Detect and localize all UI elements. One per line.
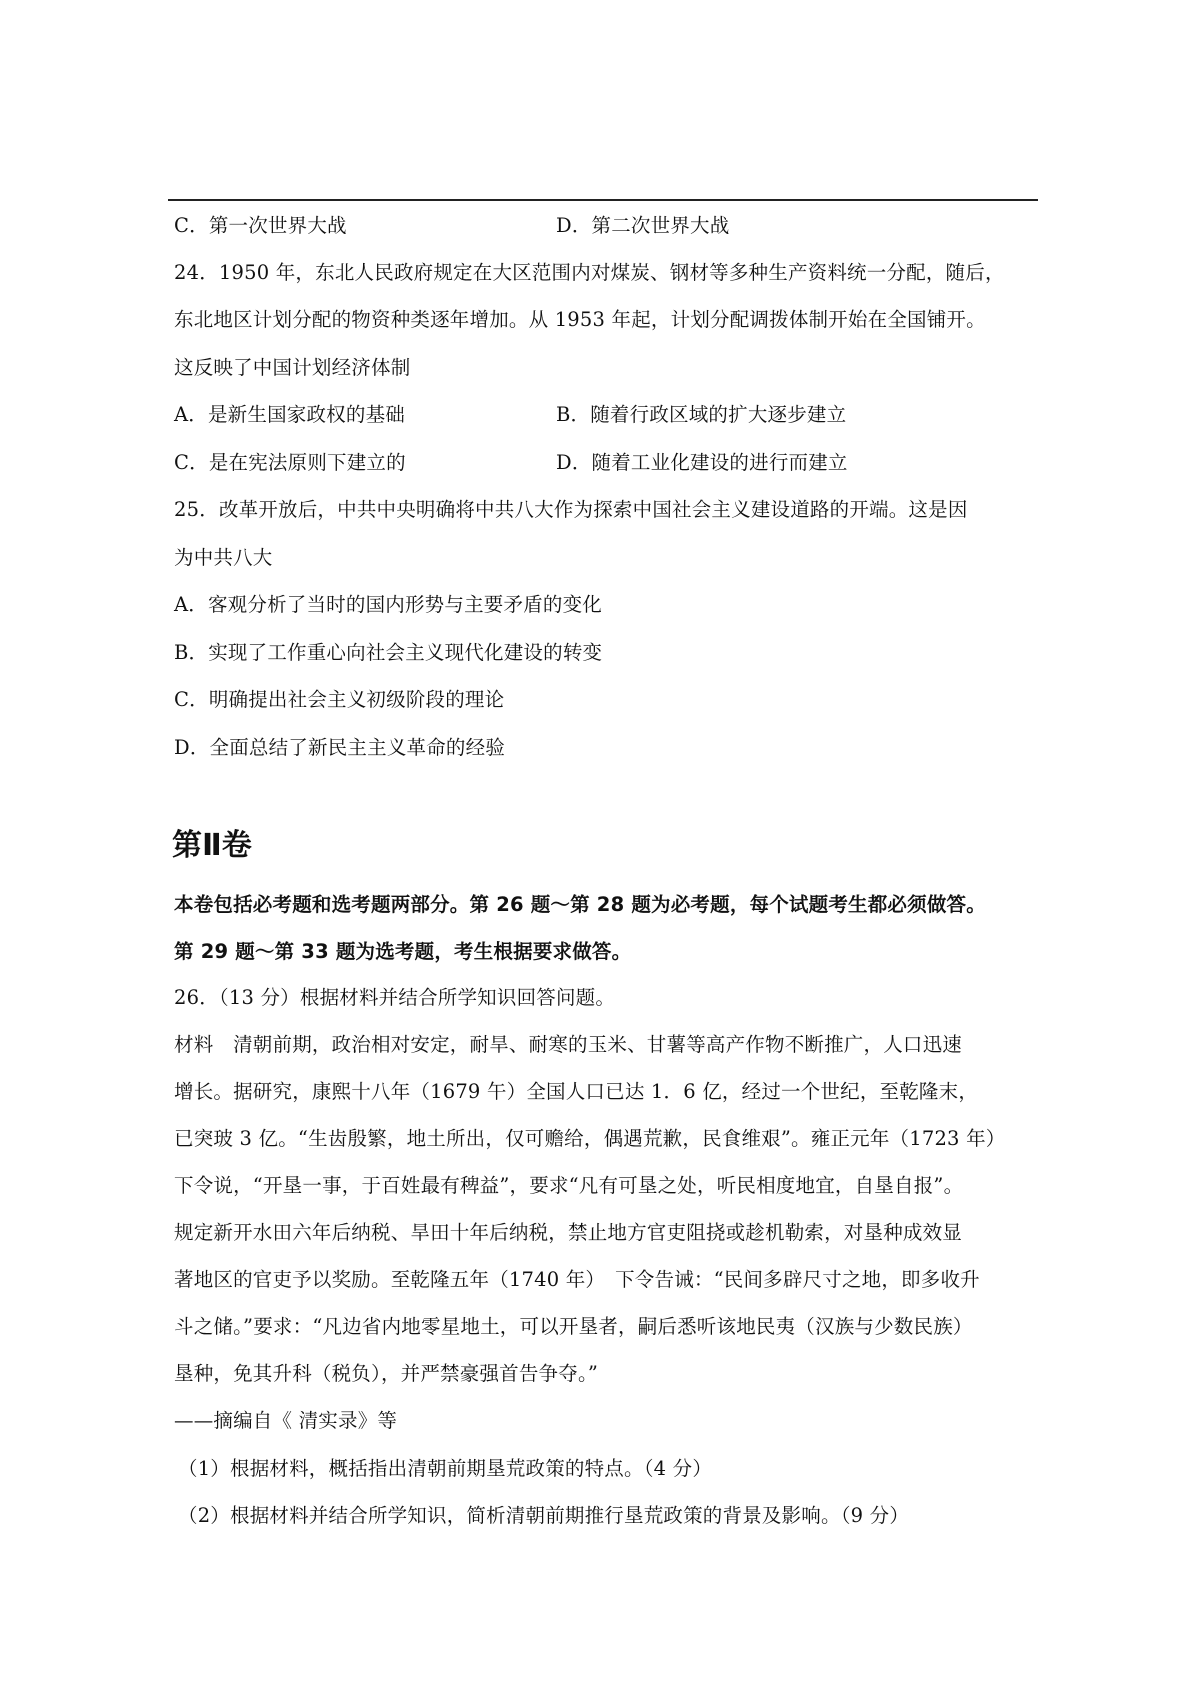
q26-material-line-2: 增长。据研究，康熙十八年（1679 午）全国人口已达 1．6 亿，经过一个世纪，至乾隆末， (174, 1080, 979, 1103)
q24-option-b: B．随着行政区域的扩大逐步建立 (556, 403, 847, 426)
q26-material-line-1: 材料 清朝前期，政治相对安定，耐旱、耐寒的玉米、甘薯等高产作物不断推广，人口迅速 (174, 1033, 963, 1056)
q26-material-line-7: 斗之储。”要求：“凡边省内地零星地土，可以开垦者，嗣后悉听该地民夷（汉族与少数民族） (174, 1315, 973, 1338)
q26-sub-question-1: （1）根据材料，概括指出清朝前期垦荒政策的特点。（4 分） (178, 1457, 713, 1480)
q26-sub-question-2: （2）根据材料并结合所学知识，简析清朝前期推行垦荒政策的背景及影响。（9 分） (178, 1504, 910, 1527)
q24-option-d: D．随着工业化建设的进行而建立 (556, 451, 848, 474)
q25-option-b: B．实现了工作重心向社会主义现代化建设的转变 (174, 641, 603, 664)
section-title: 第Ⅱ卷 (172, 828, 252, 863)
header-rule (168, 199, 1038, 201)
q23-option-c: C．第一次世界大战 (174, 214, 347, 237)
section-instructions-line-1: 本卷包括必考题和选考题两部分。第 26 题～第 28 题为必考题，每个试题考生都必须做答。 (174, 893, 986, 916)
section-instructions-line-2: 第 29 题～第 33 题为选考题，考生根据要求做答。 (174, 940, 632, 963)
q26-source: ——摘编自《 清实录》等 (174, 1409, 398, 1432)
q24-option-c: C．是在宪法原则下建立的 (174, 451, 406, 474)
q24-stem-line-1: 24．1950 年，东北人民政府规定在大区范围内对煤炭、钢材等多种生产资料统一分配，随后， (174, 261, 1005, 284)
q26-material-line-5: 规定新开水田六年后纳税、旱田十年后纳税，禁止地方官吏阻挠或趁机勒索，对垦种成效显 (174, 1221, 963, 1244)
q25-stem-line-2: 为中共八大 (174, 546, 273, 569)
q26-material-line-6: 著地区的官吏予以奖励。至乾隆五年（1740 年） 下令告诫：“民间多辟尺寸之地，即多收升 (174, 1268, 980, 1291)
q23-option-d: D．第二次世界大战 (556, 214, 730, 237)
q25-option-d: D．全面总结了新民主主义革命的经验 (174, 736, 506, 759)
q24-option-a: A．是新生国家政权的基础 (174, 403, 405, 426)
q25-stem-line-1: 25．改革开放后，中共中央明确将中共八大作为探索中国社会主义建设道路的开端。这是因 (174, 498, 968, 521)
q24-stem-line-2: 东北地区计划分配的物资种类逐年增加。从 1953 年起，计划分配调拨体制开始在全国铺开。 (174, 308, 986, 331)
q26-material-line-8: 垦种，免其升科（税负），并严禁豪强首告争夺。” (174, 1362, 599, 1385)
q26-material-line-3: 已突玻 3 亿。“生齿殷繁，地土所出，仅可赡给，偶遇荒歉，民食维艰”。雍正元年（1723 年） (174, 1127, 1006, 1150)
q25-option-a: A．客观分析了当时的国内形势与主要矛盾的变化 (174, 593, 602, 616)
q25-option-c: C．明确提出社会主义初级阶段的理论 (174, 688, 505, 711)
q26-material-line-4: 下令说，“开垦一事，于百姓最有稗益”，要求“凡有可垦之处，听民相度地宜，自垦自报”。 (174, 1174, 964, 1197)
q26-stem: 26．（13 分）根据材料并结合所学知识回答问题。 (174, 986, 616, 1009)
q24-stem-line-3: 这反映了中国计划经济体制 (174, 356, 411, 379)
